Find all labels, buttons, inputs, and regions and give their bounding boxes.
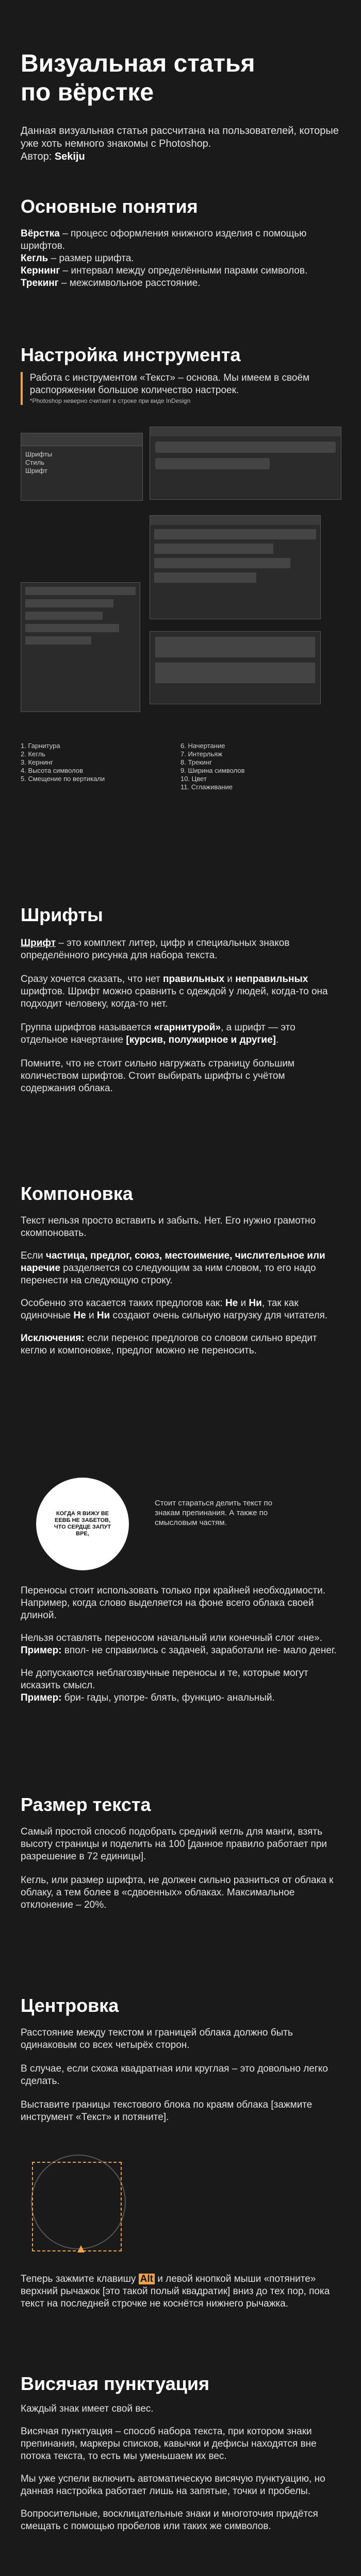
layout-section-2 — [21, 1585, 340, 1704]
speech-bubble-example: КОГДА Я ВИЖУ ВЕ ЕЕВБ НЕ ЗАБЕТОВ, ЧТО СЕРДЦЕ ЗАПУТ ВРЕ, — [36, 1478, 129, 1570]
basics-heading: Основные понятия — [21, 196, 198, 217]
layout-p6: Нельзя оставлять переносом начальный или конечный слог «не». Пример: впол- не справились с задачей, заработали не- мало денег. — [21, 1633, 337, 1656]
basics-list — [21, 228, 340, 290]
basics-item: Трекинг – межсимвольное расстояние. — [21, 278, 201, 289]
bubble-note: Стоит стараться делить текст по знакам препинания. А также по смысловым частям. — [155, 1499, 273, 1527]
basics-section — [21, 196, 340, 290]
cursor-arrow-icon — [77, 2245, 85, 2252]
font-menu: Шрифты Стиль Шрифт — [25, 450, 53, 474]
page-title: Визуальная статья по вёрстке — [21, 50, 255, 106]
hanging-p2: Висячая пунктуация – способ набора текста, при котором знаки препинания, маркеры списков, кавычки и дефисы находятся вне потока текста, то есть мы уменьшаем их вес. — [21, 2426, 317, 2462]
tool-section — [21, 344, 340, 405]
center-p3: Выставите границы текстового блока по краям облака [зажмите инструмент «Текст» и потяните]. — [21, 2099, 313, 2123]
fonts-heading: Шрифты — [21, 904, 103, 925]
basics-item: Вёрстка – процесс оформления книжного изделия с помощью шрифтов. — [21, 228, 307, 251]
fonts-p2: Сразу хочется сказать, что нет правильных и неправильных шрифтов. Шрифт можно сравнить с одеждой у людей, когда-то она подходит человеку, когда-то нет. — [21, 974, 328, 1009]
title-block — [21, 49, 340, 107]
size-section — [21, 1794, 340, 1911]
center-section — [21, 1995, 340, 2124]
fonts-p3: Группа шрифтов называется «гарнитурой», а шрифт — это отдельное начертание [курсив, полужирное и другие]. — [21, 1022, 296, 1045]
character-panel-top — [150, 427, 341, 500]
character-panel-detail — [150, 631, 321, 704]
center-heading: Центровка — [21, 1995, 119, 2016]
center-p1: Расстояние между текстом и границей облака должно быть одинаковым со всех четырёх сторон. — [21, 2027, 293, 2050]
intro — [21, 125, 340, 163]
accent-bar — [21, 372, 23, 405]
size-p1: Самый простой способ подобрать средний кегль для манги, взять высоту страницы и поделить на 100 [данное правило работает при разрешение в 72 единицы]. — [21, 1826, 327, 1862]
fonts-section — [21, 904, 340, 1095]
hanging-section — [21, 2373, 340, 2533]
tool-heading: Настройка инструмента — [21, 344, 241, 365]
settings-menu-screenshot — [21, 582, 140, 712]
hanging-heading: Висячая пунктуация — [21, 2373, 209, 2394]
options-bar — [21, 433, 142, 446]
fonts-p1: Шрифт – это комплект литер, цифр и специальных знаков определённого рисунка для набора текста. — [21, 938, 290, 961]
legend-left: 1. Гарнитура 2. Кегль 3. Кернинг 4. Высота символов 5. Смещение по вертикали — [21, 742, 105, 783]
tool-intro — [21, 372, 340, 405]
intro-text: Данная визуальная статья рассчитана на пользователей, которые уже хоть немного знакомы с Photoshop. Автор: Sekiju — [21, 125, 339, 162]
text-frame-box — [32, 2162, 122, 2251]
layout-p5: Переносы стоит использовать только при крайней необходимости. Например, когда слово выделяется на фоне всего облака своей длиной. — [21, 1585, 326, 1621]
character-panel — [150, 515, 321, 619]
layout-heading: Компоновка — [21, 1183, 133, 1204]
hanging-p3: Мы уже успели включить автоматическую висячую пунктуацию, но данная настройка работает лишь на запятые, точки и пробелы. — [21, 2473, 325, 2497]
layout-p7: Не допускаются неблагозвучные переносы и те, которые могут исказить смысл. Пример: бри- гады, употре- блять, функцио- анальный. — [21, 1668, 308, 1703]
hanging-p4: Вопросительные, восклицательные знаки и многоточия придётся смещать с помощью пробелов или таких же символов. — [21, 2509, 318, 2532]
center-p2: В случае, если схожа квадратная или круглая – это довольно легко сделать. — [21, 2063, 328, 2087]
layout-p1: Текст нельзя просто вставить и забыть. Нет. Его нужно грамотно скомпоновать. — [21, 1215, 316, 1239]
layout-p3: Особенно это касается таких предлогов как: Не и Ни, так как одиночные Не и Ни создают очень сильную нагрузку для читателя. — [21, 1298, 328, 1321]
size-heading: Размер текста — [21, 1794, 151, 1815]
layout-section — [21, 1183, 340, 1357]
tool-legend — [21, 742, 340, 791]
options-bar-screenshot — [21, 433, 143, 501]
basics-item: Кернинг – интервал между определёнными парами символов. — [21, 265, 308, 276]
tool-text: Работа с инструментом «Текст» – основа. Мы имеем в своём распоряжении большое количество настроек. — [29, 372, 310, 396]
layout-p2: Если частица, предлог, союз, местоимение, числительное или наречие разделяется со следующим за ним словом, то его надо перенести на следующую строку. — [21, 1250, 325, 1286]
center-section-2 — [21, 2273, 340, 2310]
basics-item: Кегль – размер шрифта. — [21, 253, 134, 264]
tool-footnote: *Photoshop неверно считает в строке при виде InDesign — [29, 397, 191, 404]
layout-p4: Исключения: если перенос предлогов со словом сильно вредит кеглю и компоновке, предлог можно не переносить. — [21, 1333, 317, 1356]
size-p2: Кегль, или размер шрифта, не должен сильно разниться от облака к облаку, а тем более в «сдвоенных» облаках. Максимальное отклонение – 20%. — [21, 1875, 334, 1910]
legend-right: 6. Начертание 7. Интерльяж 8. Трекинг 9. Ширина символов 10. Цвет 11. Сглаживание — [180, 742, 245, 791]
fonts-p4: Помните, что не стоит сильно нагружать страницу большим количеством шрифтов. Стоит выбирать шрифты с учётом содержания облака. — [21, 1058, 294, 1094]
hanging-p1: Каждый знак имеет свой вес. — [21, 2403, 154, 2414]
center-p4: Теперь зажмите клавишу Alt и левой кнопкой мыши «потяните» верхний рычажок [это такой полый квадратик] вниз до тех пор, пока текст на последней строчке не коснётся нижнего рычажка. — [21, 2274, 330, 2309]
